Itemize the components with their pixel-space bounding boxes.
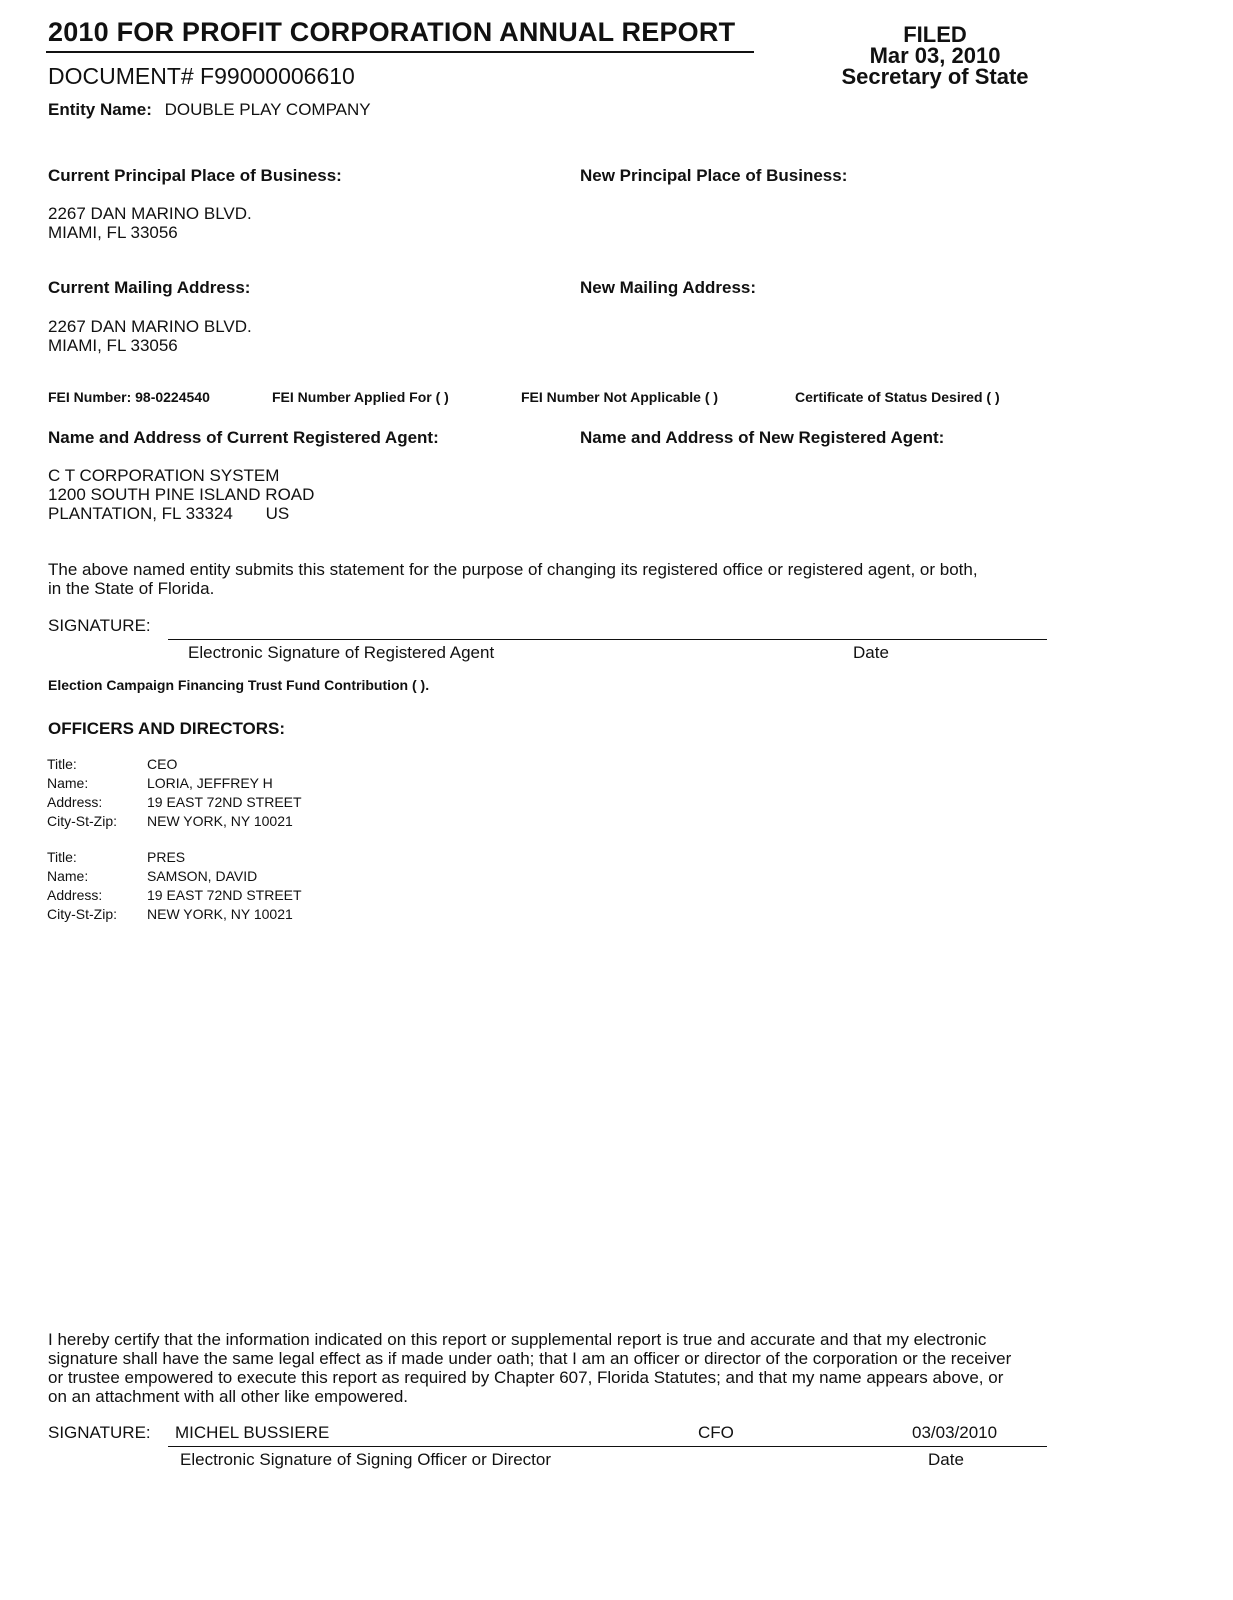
entity-name-label: Entity Name:: [48, 100, 152, 119]
certificate-of-status: Certificate of Status Desired ( ): [795, 389, 1000, 405]
officer-address: 19 EAST 72ND STREET: [147, 887, 302, 903]
new-mailing-label: New Mailing Address:: [580, 278, 757, 297]
agent-signature-label: SIGNATURE:: [48, 616, 151, 635]
officer-city-row: [47, 905, 302, 924]
agent-statement-line2: in the State of Florida.: [48, 579, 215, 598]
officer-address-row: [47, 793, 302, 812]
current-mailing-street: 2267 DAN MARINO BLVD.: [48, 317, 252, 336]
election-campaign-contribution: Election Campaign Financing Trust Fund Contribution ( ).: [48, 677, 430, 693]
officer-address-label: Address:: [47, 794, 103, 810]
fei-number: FEI Number: 98-0224540: [48, 389, 210, 405]
current-agent-address: [48, 466, 314, 523]
officer-title: PRES: [147, 849, 186, 865]
agent-signature-caption: Electronic Signature of Registered Agent: [188, 643, 495, 662]
agent-statement-line1: The above named entity submits this statement for the purpose of changing its registered office or registered agent, or both,: [48, 560, 978, 579]
officer-block: [47, 848, 302, 924]
officer-title-label: Title:: [47, 849, 77, 865]
officer-address: 19 EAST 72ND STREET: [147, 794, 302, 810]
report-title: 2010 FOR PROFIT CORPORATION ANNUAL REPORT: [48, 17, 736, 47]
agent-city: PLANTATION, FL 33324: [48, 504, 233, 523]
signer-name: MICHEL BUSSIERE: [175, 1423, 330, 1442]
agent-country: US: [265, 504, 290, 523]
officer-signature-caption: Electronic Signature of Signing Officer or Director: [180, 1450, 552, 1469]
certification-statement: [48, 1330, 1011, 1406]
new-agent-label: Name and Address of New Registered Agent:: [580, 428, 945, 447]
officer-city-label: City-St-Zip:: [47, 813, 117, 829]
current-mailing-address: [48, 317, 252, 355]
certification-line1: I hereby certify that the information indicated on this report or supplemental report is true and accurate and that my electronic: [48, 1330, 987, 1349]
officer-title: CEO: [147, 756, 178, 772]
agent-date-caption: Date: [853, 643, 889, 662]
document-number: DOCUMENT# F99000006610: [48, 63, 355, 89]
officer-title-label: Title:: [47, 756, 77, 772]
agent-city-row: [48, 504, 314, 523]
officer-city: NEW YORK, NY 10021: [147, 813, 293, 829]
officer-city-row: [47, 812, 302, 831]
officer-address-row: [47, 886, 302, 905]
current-principal-address: [48, 204, 252, 242]
certification-line4: on an attachment with all other like empowered.: [48, 1387, 409, 1406]
agent-name: C T CORPORATION SYSTEM: [48, 466, 280, 485]
new-principal-place-label: New Principal Place of Business:: [580, 166, 848, 185]
officer-city-label: City-St-Zip:: [47, 906, 117, 922]
officer-signature-line: [168, 1446, 1047, 1447]
entity-name-value: DOUBLE PLAY COMPANY: [164, 100, 371, 119]
fei-not-applicable: FEI Number Not Applicable ( ): [521, 389, 719, 405]
filed-stamp: [832, 24, 1038, 87]
filed-stamp-office: Secretary of State: [841, 64, 1029, 89]
current-principal-place-label: Current Principal Place of Business:: [48, 166, 342, 185]
fei-applied-for: FEI Number Applied For ( ): [272, 389, 449, 405]
officer-title-row: [47, 848, 302, 867]
current-principal-street: 2267 DAN MARINO BLVD.: [48, 204, 252, 223]
officer-block: [47, 755, 302, 831]
officer-name: LORIA, JEFFREY H: [147, 775, 273, 791]
agent-street: 1200 SOUTH PINE ISLAND ROAD: [48, 485, 315, 504]
certification-line2: signature shall have the same legal effect as if made under oath; that I am an officer or director of the corporation or the receiver: [48, 1349, 1012, 1368]
officer-signature-label: SIGNATURE:: [48, 1423, 151, 1442]
certification-line3: or trustee empowered to execute this report as required by Chapter 607, Florida Statutes; and that my name appears above, or: [48, 1368, 1004, 1387]
filed-stamp-status: FILED: [903, 22, 967, 47]
title-underline: [46, 51, 754, 53]
signer-title: CFO: [698, 1423, 734, 1442]
officer-date-caption: Date: [928, 1450, 964, 1469]
current-mailing-label: Current Mailing Address:: [48, 278, 251, 297]
officer-address-label: Address:: [47, 887, 103, 903]
agent-statement: [48, 560, 978, 598]
agent-signature-line: [168, 639, 1047, 640]
officers-heading: OFFICERS AND DIRECTORS:: [48, 719, 286, 738]
officer-title-row: [47, 755, 302, 774]
officer-name-row: [47, 867, 302, 886]
entity-name-row: [48, 100, 371, 120]
filed-stamp-date: Mar 03, 2010: [869, 43, 1001, 68]
officer-name-label: Name:: [47, 775, 89, 791]
current-mailing-city: MIAMI, FL 33056: [48, 336, 178, 355]
officer-name-row: [47, 774, 302, 793]
signed-date: 03/03/2010: [912, 1423, 998, 1442]
officer-name-label: Name:: [47, 868, 89, 884]
officer-name: SAMSON, DAVID: [147, 868, 258, 884]
current-agent-label: Name and Address of Current Registered Agent:: [48, 428, 439, 447]
officer-city: NEW YORK, NY 10021: [147, 906, 293, 922]
current-principal-city: MIAMI, FL 33056: [48, 223, 178, 242]
